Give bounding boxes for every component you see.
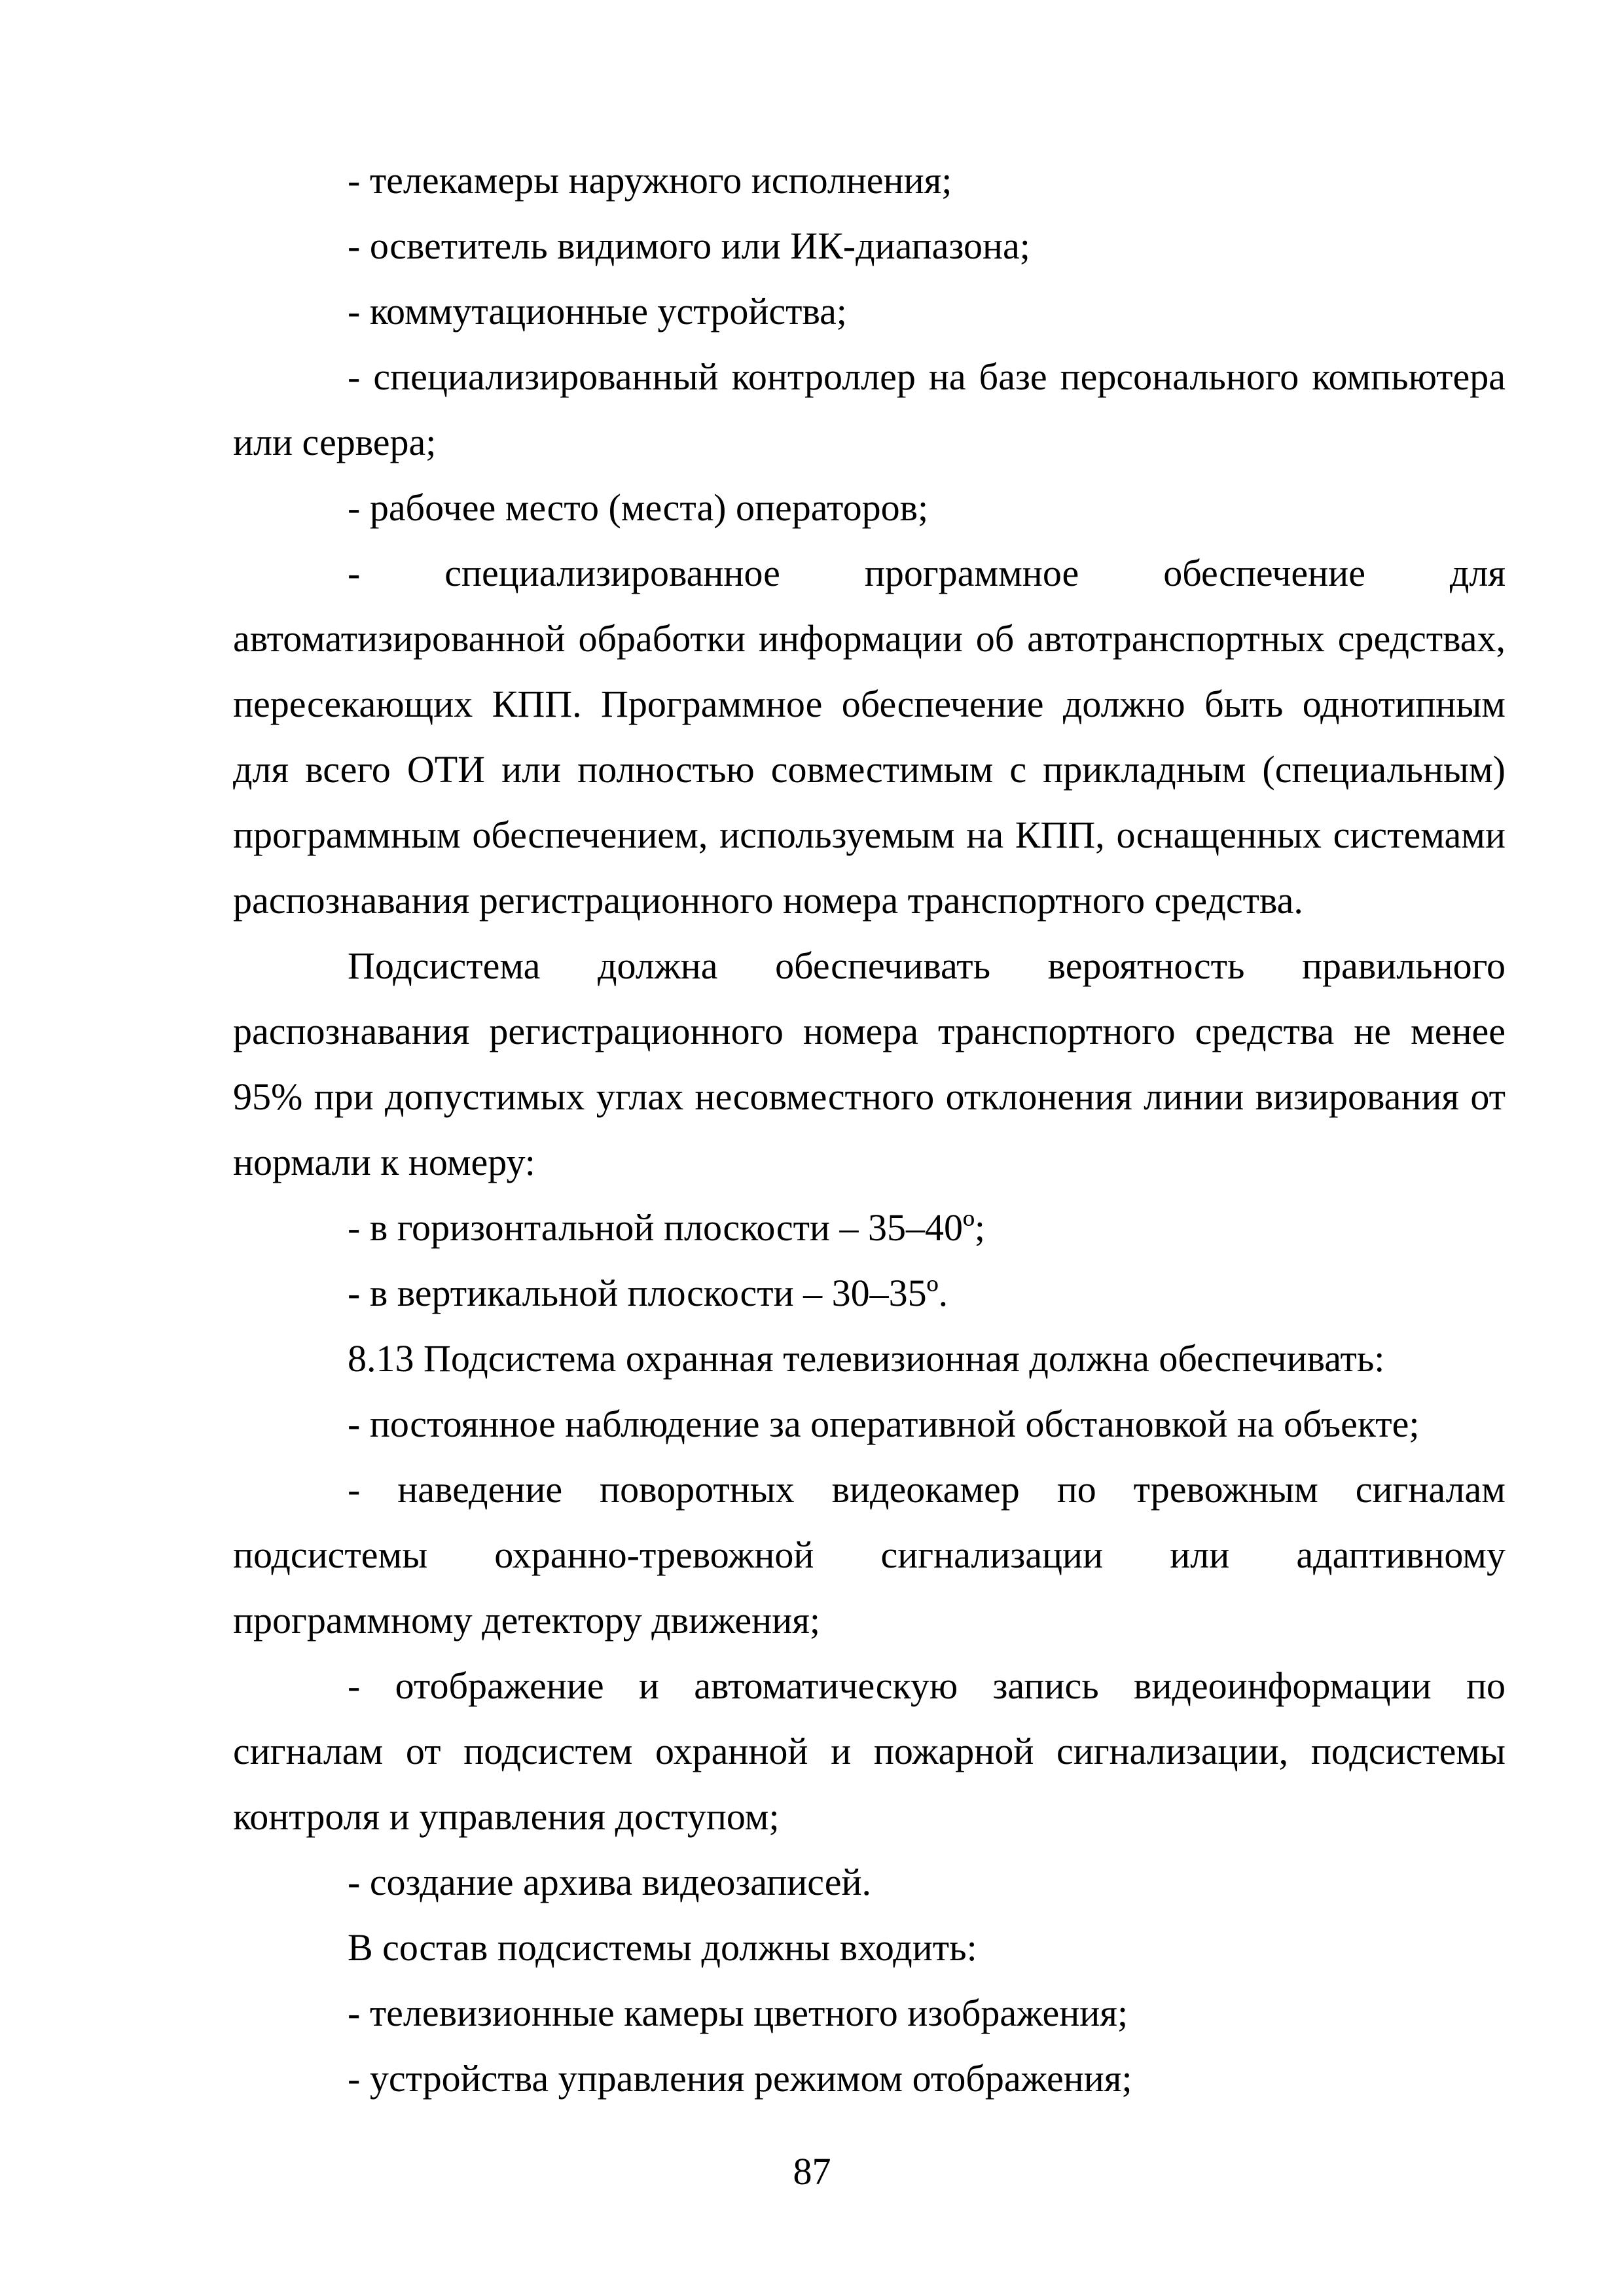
page-number: 87 [793, 2150, 831, 2193]
list-item: - телекамеры наружного исполнения; [348, 159, 952, 202]
section-heading: 8.13 Подсистема охранная телевизионная должна обеспечивать: [348, 1337, 1385, 1380]
list-item: - постоянное наблюдение за оперативной обстановкой на объекте; [348, 1403, 1420, 1445]
list-item: - в горизонтальной плоскости – 35–40º; [348, 1206, 986, 1249]
body-paragraph: Подсистема должна обеспечивать вероятность правильного распознавания регистрационного номера транспортного средства не менее 95% при допустимых углах несовместного отклонения линии визирования от нормали к номеру: [233, 944, 1506, 1183]
list-item: - отображение и автоматическую запись видеоинформации по сигналам от подсистем охранной и пожарной сигнализации, подсистемы контроля и управления доступом; [233, 1664, 1506, 1838]
list-item: - осветитель видимого или ИК-диапазона; [348, 224, 1030, 267]
page-body [233, 148, 1506, 2111]
list-item: - создание архива видеозаписей. [348, 1861, 872, 1903]
list-item: - специализированный контроллер на базе персонального компьютера или сервера; [233, 355, 1506, 463]
body-paragraph: В состав подсистемы должны входить: [348, 1926, 977, 1969]
list-item: - телевизионные камеры цветного изображения; [348, 1992, 1128, 2034]
list-item: - специализированное программное обеспечение для автоматизированной обработки информации об автотранспортных средствах, пересекающих КПП. Программное обеспечение должно быть однотипным для всего ОТИ или полностью совместимым с прикладным (специальным) программным обеспечением, используемым на КПП, оснащенных системами распознавания регистрационного номера транспортного средства. [233, 552, 1506, 922]
list-item: - в вертикальной плоскости – 30–35º. [348, 1272, 948, 1314]
list-item: - наведение поворотных видеокамер по тревожным сигналам подсистемы охранно-тревожной сигнализации или адаптивному программному детектору движения; [233, 1468, 1506, 1641]
list-item: - устройства управления режимом отображения; [348, 2057, 1132, 2100]
list-item: - коммутационные устройства; [348, 290, 847, 332]
list-item: - рабочее место (места) операторов; [348, 486, 929, 529]
